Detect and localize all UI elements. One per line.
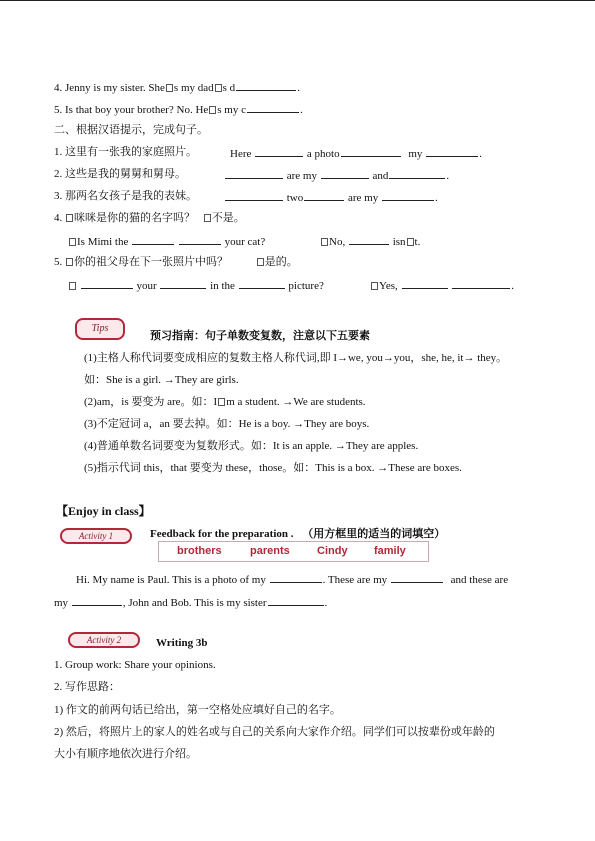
writing-line-3: 1) 作文的前两句话已给出，第一空格处应填好自己的名字。	[54, 704, 341, 716]
s2-q5-en-c: picture?	[288, 280, 324, 292]
s2-q5-num: 5.	[54, 256, 63, 268]
blank[interactable]	[349, 233, 389, 245]
missing-glyph-box	[66, 258, 73, 266]
blank[interactable]	[341, 145, 401, 157]
blank[interactable]	[225, 189, 283, 201]
word-bank-item: Cindy	[317, 545, 348, 557]
s2-q4-en-b: your cat?	[224, 236, 266, 248]
blank[interactable]	[321, 167, 369, 179]
blank[interactable]	[270, 571, 322, 583]
blank[interactable]	[236, 79, 296, 91]
activity-1-title	[150, 527, 445, 541]
tips-rule-2-a: (2)am，is 要变为 are。如：I	[84, 396, 218, 408]
section-2-heading: 二、根据汉语提示，完成句子。	[54, 124, 208, 136]
blank[interactable]	[160, 277, 206, 289]
s2-q4-en-d: isn	[392, 236, 406, 248]
s2-q5-zh3: 是的。	[264, 256, 298, 268]
s2-q1-c: my	[408, 148, 423, 160]
passage-1-a: Hi. My name is Paul. This is a photo of my	[76, 574, 266, 586]
s2-q4-num: 4.	[54, 212, 63, 224]
blank[interactable]	[402, 277, 448, 289]
s2-q2-zh: 2. 这些是我的舅舅和舅母。	[54, 168, 186, 180]
writing-line-2: 2. 写作思路：	[54, 681, 120, 693]
q5-text-a: 5. Is that boy your brother? No. He	[54, 104, 209, 116]
missing-glyph-box	[166, 84, 173, 92]
s2-q4-zh2: 咪咪是你的猫的名字吗？	[74, 212, 195, 224]
s2-q5-zh	[54, 255, 298, 269]
tips-rule-1-example: 如：She is a girl. →They are girls.	[84, 374, 239, 386]
blank[interactable]	[389, 167, 445, 179]
tips-rule-2	[84, 395, 366, 409]
blank[interactable]	[225, 167, 283, 179]
tips-stamp: Tips	[75, 318, 125, 340]
blank[interactable]	[452, 277, 510, 289]
tips-rule-5: (5)指示代词 this，that 要变为 these，those。如：This is a box. →These are boxes.	[84, 462, 462, 474]
blank[interactable]	[268, 594, 324, 606]
passage-1-b: . These are my	[322, 574, 388, 586]
activity-2-title: Writing 3b	[156, 637, 208, 649]
s2-q3-b: are my	[348, 192, 379, 204]
activity-2-stamp: Activity 2	[68, 632, 140, 648]
s2-q3-c: .	[434, 192, 438, 204]
s2-q4-en-c: No,	[329, 236, 346, 248]
q4-text-c: s d	[222, 82, 236, 94]
blank[interactable]	[72, 594, 122, 606]
s2-q5-zh2: 你的祖父母在下一张照片中吗？	[74, 256, 228, 268]
tips-rule-3: (3)不定冠词 a，an 要去掉。如：He is a boy. →They are boys.	[84, 418, 370, 430]
s2-q4-zh	[54, 211, 245, 225]
s2-q1-a: Here	[230, 148, 252, 160]
question-4	[54, 79, 300, 95]
blank[interactable]	[255, 145, 303, 157]
passage-2-a: my	[54, 597, 69, 609]
missing-glyph-box	[321, 238, 328, 246]
s2-q2-a: are my	[286, 170, 317, 182]
s2-q3-en	[224, 189, 438, 205]
passage-2-b: , John and Bob. This is my sister	[122, 597, 267, 609]
blank[interactable]	[426, 145, 478, 157]
s2-q3-a: two	[286, 192, 304, 204]
tips-rule-2-b: m a student. →We are students.	[226, 396, 366, 408]
passage-2-c: .	[324, 597, 328, 609]
top-rule	[0, 0, 595, 1]
tips-title: 预习指南：句子单数变复数，注意以下五要素	[150, 330, 370, 342]
passage-line-2	[54, 594, 327, 610]
enjoy-title: 【Enjoy in class】	[56, 504, 151, 518]
missing-glyph-box	[257, 258, 264, 266]
s2-q2-c: .	[446, 170, 450, 182]
q4-text-b: s my dad	[173, 82, 214, 94]
blank[interactable]	[132, 233, 174, 245]
passage-line-1	[76, 571, 508, 587]
blank[interactable]	[247, 101, 299, 113]
blank[interactable]	[81, 277, 133, 289]
passage-1-c: and these are	[450, 574, 509, 586]
s2-q2-en	[224, 167, 449, 183]
s2-q2-b: and	[372, 170, 389, 182]
tips-rule-4: (4)普通单数名词要变为复数形式。如：It is an apple. →They are apples.	[84, 440, 419, 452]
missing-glyph-box	[218, 398, 225, 406]
s2-q1-b: a photo	[306, 148, 340, 160]
q5-text-c: .	[300, 104, 303, 116]
missing-glyph-box	[407, 238, 414, 246]
q5-text-b: s my c	[217, 104, 247, 116]
activity-1-title-zh: （用方框里的适当的词填空）	[302, 528, 446, 540]
blank[interactable]	[304, 189, 344, 201]
q4-text-d: .	[297, 82, 300, 94]
s2-q5-en	[68, 277, 324, 293]
missing-glyph-box	[209, 106, 216, 114]
blank[interactable]	[391, 571, 443, 583]
q4-text-a: 4. Jenny is my sister. She	[54, 82, 165, 94]
s2-q1-d: .	[479, 148, 482, 160]
s2-q1-en	[230, 145, 482, 161]
s2-q5-en-a: your	[136, 280, 157, 292]
blank[interactable]	[382, 189, 434, 201]
word-bank-item: family	[374, 545, 406, 557]
word-bank-item: parents	[250, 545, 290, 557]
blank[interactable]	[179, 233, 221, 245]
activity-1-title-en: Feedback for the preparation .	[150, 528, 294, 540]
s2-q5-en-d: Yes,	[379, 280, 398, 292]
missing-glyph-box	[204, 214, 211, 222]
writing-line-1: 1. Group work: Share your opinions.	[54, 659, 216, 671]
writing-line-5: 大小有顺序地依次进行介绍。	[54, 748, 197, 760]
s2-q5-en-answer	[370, 277, 514, 293]
missing-glyph-box	[69, 282, 76, 290]
s2-q5-en-b: in the	[210, 280, 235, 292]
activity-1-stamp: Activity 1	[60, 528, 132, 544]
tips-rule-1: (1)主格人称代词要变成相应的复数主格人称代词,即 I→we, you→you，she, he, it→ they。	[84, 352, 508, 364]
s2-q4-en-a: Is Mimi the	[77, 236, 129, 248]
s2-q4-en-answer	[320, 233, 420, 249]
word-bank	[158, 541, 429, 562]
blank[interactable]	[239, 277, 285, 289]
missing-glyph-box	[66, 214, 73, 222]
s2-q3-zh: 3. 那两名女孩子是我的表妹。	[54, 190, 197, 202]
s2-q4-en	[68, 233, 265, 249]
s2-q1-zh: 1. 这里有一张我的家庭照片。	[54, 146, 197, 158]
missing-glyph-box	[371, 282, 378, 290]
s2-q5-en-e: .	[511, 280, 515, 292]
missing-glyph-box	[215, 84, 222, 92]
word-bank-item: brothers	[177, 545, 222, 557]
question-5	[54, 101, 303, 117]
s2-q4-zh3: 不是。	[211, 212, 245, 224]
missing-glyph-box	[69, 238, 76, 246]
writing-line-4: 2) 然后，将照片上的家人的姓名或与自己的关系向大家作介绍。同学们可以按辈份或年龄的	[54, 726, 495, 738]
s2-q4-en-e: t.	[414, 236, 421, 248]
